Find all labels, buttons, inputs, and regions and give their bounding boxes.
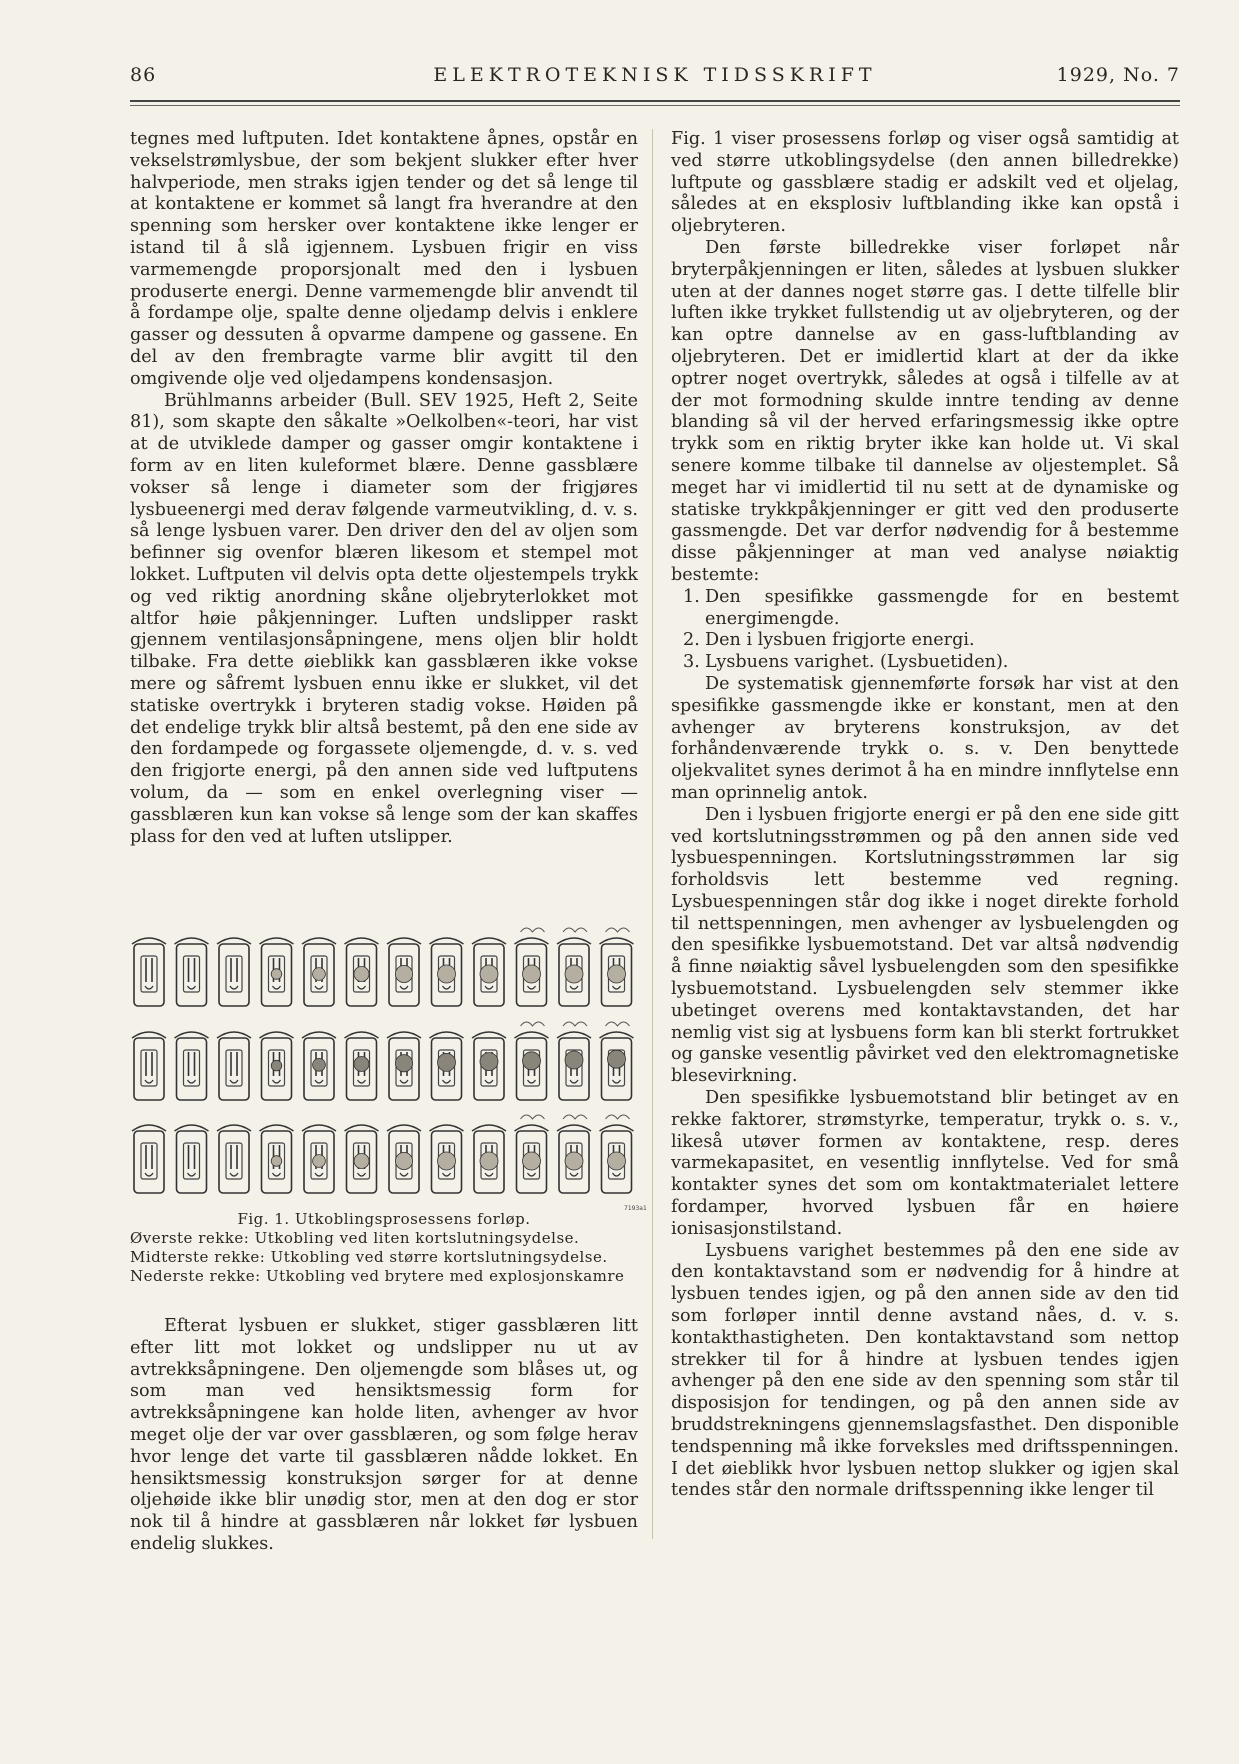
breaker-tank	[302, 1032, 336, 1100]
breaker-tank	[430, 1125, 464, 1193]
breaker-tank	[557, 928, 591, 1006]
figure-legend-line: Øverste rekke: Utkobling ved liten kortslutningsydelse.	[130, 1229, 580, 1247]
paragraph: Den spesifikke lysbuemotstand blir betinget av en rekke faktorer, strømstyrke, temperatur, trykk o. s. v., likeså utøver formen av kontaktene, resp. deres varmekapasitet, en vesentlig innflytelse. Ved for små kontakter synes det som om kontaktmaterialet lettere fordamper, hvorved lysbuen får en høiere ionisasjonstilstand.	[671, 1088, 1179, 1239]
journal-title: ELEKTROTEKNISK TIDSSKRIFT	[433, 64, 877, 86]
breaker-tank	[515, 1022, 549, 1100]
paragraph: Lysbuens varighet bestemmes på den ene side av den kontaktavstand som er nødvendig for å hindre at lysbuen tendes igjen, og på den annen side av den tid som forløper inntil denne avstand nåes, d. v. s. kontakthastigheten. Den kontaktavstand som nettop strekker til for å hindre at lysbuen tendes igjen avhenger på den ene side av den spenning som står til disposisjon for tendingen, og på den annen side av bruddstrekningens gjennemslagsfasthet. Den disponible tendspenning må ikke forveksles med driftsspenningen. I det øieblikk hvor lysbuen nettop slukker og igjen skal tendes står den normale driftsspenning ikke lenger til	[671, 1240, 1179, 1501]
breaker-tank	[302, 938, 336, 1006]
left-column	[130, 129, 638, 848]
breaker-tank	[132, 1032, 166, 1100]
running-header	[130, 64, 1180, 94]
breaker-tank	[345, 1125, 379, 1193]
figure-legend-line: Midterste rekke: Utkobling ved større kortslutningsydelse.	[130, 1248, 608, 1266]
numbered-list	[671, 587, 1179, 674]
breaker-tank	[430, 938, 464, 1006]
breaker-tank	[175, 1125, 209, 1193]
paragraph: Efterat lysbuen er slukket, stiger gassblæren litt efter litt mot lokket og undslipper nu ut av avtrekksåpningene. Den oljemengde som blåses ut, og som man ved hensiktsmessig form for avtrekksåpningene kan holde liten, avhenger av hvor meget olje der var over gassblæren, og som følge herav hvor lenge det varte til gassblæren nådde lokket. En hensiktsmessig konstruksjon sørger for at denne oljehøide ikke blir unødig stor, men at den dog er stor nok til å hindre at gassblæren når lokket før lysbuen endelig slukkes.	[130, 1316, 638, 1554]
figure-label: Fig. 1. Utkoblingsprosessens forløp.	[237, 1210, 531, 1228]
figure-legend-line: Nederste rekke: Utkobling ved brytere med explosjonskamre	[130, 1267, 625, 1285]
breaker-tank	[600, 1115, 634, 1193]
figure-drawing	[128, 920, 647, 1220]
breaker-tank	[472, 1125, 506, 1193]
list-item: 2. Den i lysbuen frigjorte energi.	[683, 630, 975, 651]
breaker-tank	[515, 928, 549, 1006]
page-number: 86	[130, 64, 157, 86]
breaker-tank	[472, 938, 506, 1006]
breaker-tank	[217, 1032, 251, 1100]
breaker-tank	[515, 1115, 549, 1193]
list-item: 3. Lysbuens varighet. (Lysbuetiden).	[683, 652, 1009, 673]
breaker-tank	[600, 1022, 634, 1100]
figure-caption	[130, 1210, 638, 1286]
breaker-tank	[175, 1032, 209, 1100]
breaker-tank	[557, 1022, 591, 1100]
breaker-tank	[472, 1032, 506, 1100]
issue-number: 1929, No. 7	[1056, 64, 1180, 86]
header-rule-thin	[130, 105, 1180, 106]
figure-breaker-diagram	[128, 920, 647, 1220]
breaker-tank	[132, 1125, 166, 1193]
column-divider	[652, 129, 653, 1539]
breaker-tank	[557, 1115, 591, 1193]
plate-number: 7193a1	[624, 1205, 647, 1212]
breaker-tank	[387, 1125, 421, 1193]
breaker-tank	[387, 1032, 421, 1100]
breaker-tank	[132, 938, 166, 1006]
paragraph: Den i lysbuen frigjorte energi er på den ene side gitt ved kortslutningsstrømmen og på den annen side ved lysbuespenningen. Kortslutningsstrømmen lar sig forholdsvis lett bestemme ved regning. Lysbuespenningen står dog ikke i noget direkte forhold til nettspenningen, men avhenger av lysbuelengden og den spesifikke lysbuemotstand. Det var altså nødvendig å finne nøiaktig såvel lysbuelengden som den spesifikke lysbuemotstand. Lysbuelengden selv stemmer ikke ubetinget overens med kontaktavstanden, det har nemlig vist sig at lysbuens form kan bli sterkt fortrukket og ganske vesentlig påvirket ved den elektromagnetiske blesevirkning.	[671, 804, 1179, 1087]
breaker-tank	[345, 1032, 379, 1100]
breaker-tank	[600, 928, 634, 1006]
paragraph: Den første billedrekke viser forløpet når bryterpåkjenningen er liten, således at lysbuen slukker uten at der dannes noget større gas. I dette tilfelle blir luften ikke trykket fullstendig ut av oljebryteren, og der kan optre dannelse av en gass-luftblanding av oljebryteren. Det er imidlertid klart at der da ikke optrer noget overtrykk, således at også i tilfelle av at der mot formodning skulde inntre tending av denne blanding så vil der herved erfaringsmessig ikke optre trykk som en riktig bryter ikke kan holde ut. Vi skal senere komme tilbake til dannelse av oljestemplet. Så meget har vi imidlertid til nu sett at de dynamiske og statiske trykkpåkjenninger er gitt ved den produserte gassmengde. Det var derfor nødvendig for å bestemme disse påkjenninger at man ved analyse nøiaktig bestemte:	[671, 237, 1179, 585]
paragraph: Fig. 1 viser prosessens forløp og viser også samtidig at ved større utkoblingsydelse (den annen billedrekke) luftpute og gassblære stadig er adskilt ved et oljelag, således at en eksplosiv luftblanding ikke kan opstå i oljebryteren.	[671, 129, 1179, 237]
breaker-tank	[260, 1032, 294, 1100]
breaker-tank	[302, 1125, 336, 1193]
breaker-tank	[260, 938, 294, 1006]
breaker-tank	[387, 938, 421, 1006]
right-column	[671, 129, 1179, 1502]
list-item: 1. Den spesifikke gassmengde for en bestemt energimengde.	[683, 586, 1179, 629]
left-column-after-figure	[130, 1316, 638, 1556]
paragraph: De systematisk gjennemførte forsøk har vist at den spesifikke gassmengde ikke er konstant, men at den avhenger av bryterens konstruksjon, av det forhåndenværende trykk o. s. v. Den benyttede oljekvalitet synes derimot å ha en mindre innflytelse enn man oprinnelig antok.	[671, 673, 1179, 803]
breaker-tank	[217, 938, 251, 1006]
breaker-tank	[217, 1125, 251, 1193]
breaker-tank	[260, 1125, 294, 1193]
breaker-tank	[175, 938, 209, 1006]
header-rule	[130, 100, 1180, 102]
paragraph: Brühlmanns arbeider (Bull. SEV 1925, Heft 2, Seite 81), som skapte den såkalte »Oelkolben«-teori, har vist at de utviklede damper og gasser omgir kontaktene i form av en liten kuleformet blære. Denne gassblære vokser så lenge i diameter som der frigjøres lysbueenergi med derav følgende varmeutvikling, d. v. s. så lenge lysbuen varer. Den driver den del av oljen som befinner sig ovenfor blæren likesom et stempel mot lokket. Luftputen vil delvis opta dette oljestempels trykk og ved riktig anordning skåne oljebryterlokket mot altfor høie påkjenninger. Luften undslipper raskt gjennem ventilasjonsåpningene, mens oljen blir holdt tilbake. Fra dette øieblikk kan gassblæren ikke vokse mere og såfremt lysbuen ennu ikke er slukket, vil det statiske overtrykk i bryteren stadig vokse. Høiden på det endelige trykk blir altså bestemt, på den ene side av den fordampede og forgassete oljemengde, d. v. s. ved den frigjorte energi, på den annen side ved luftputens volum, da — som en enkel overlegning viser — gassblæren kun kan vokse så lenge som der kan skaffes plass for den ved at luften utslipper.	[130, 390, 638, 847]
breaker-tank	[430, 1032, 464, 1100]
paragraph: tegnes med luftputen. Idet kontaktene åpnes, opstår en vekselstrømlysbue, der som bekjent slukker efter hver halvperiode, men straks igjen tender og det så lenge til at kontaktene er kommet så langt fra hverandre at den spenning som hersker over kontaktene ikke lenger er istand til å slå igjennem. Lysbuen frigir en viss varmemengde proporsjonalt med den i lysbuen produserte energi. Denne varmemengde blir anvendt til å fordampe olje, spalte denne oljedamp delvis i enklere gasser og dessuten å opvarme dampene og gassene. En del av den frembragte varme blir avgitt til den omgivende olje ved oljedampens kondensasjon.	[130, 129, 638, 389]
breaker-tank	[345, 938, 379, 1006]
